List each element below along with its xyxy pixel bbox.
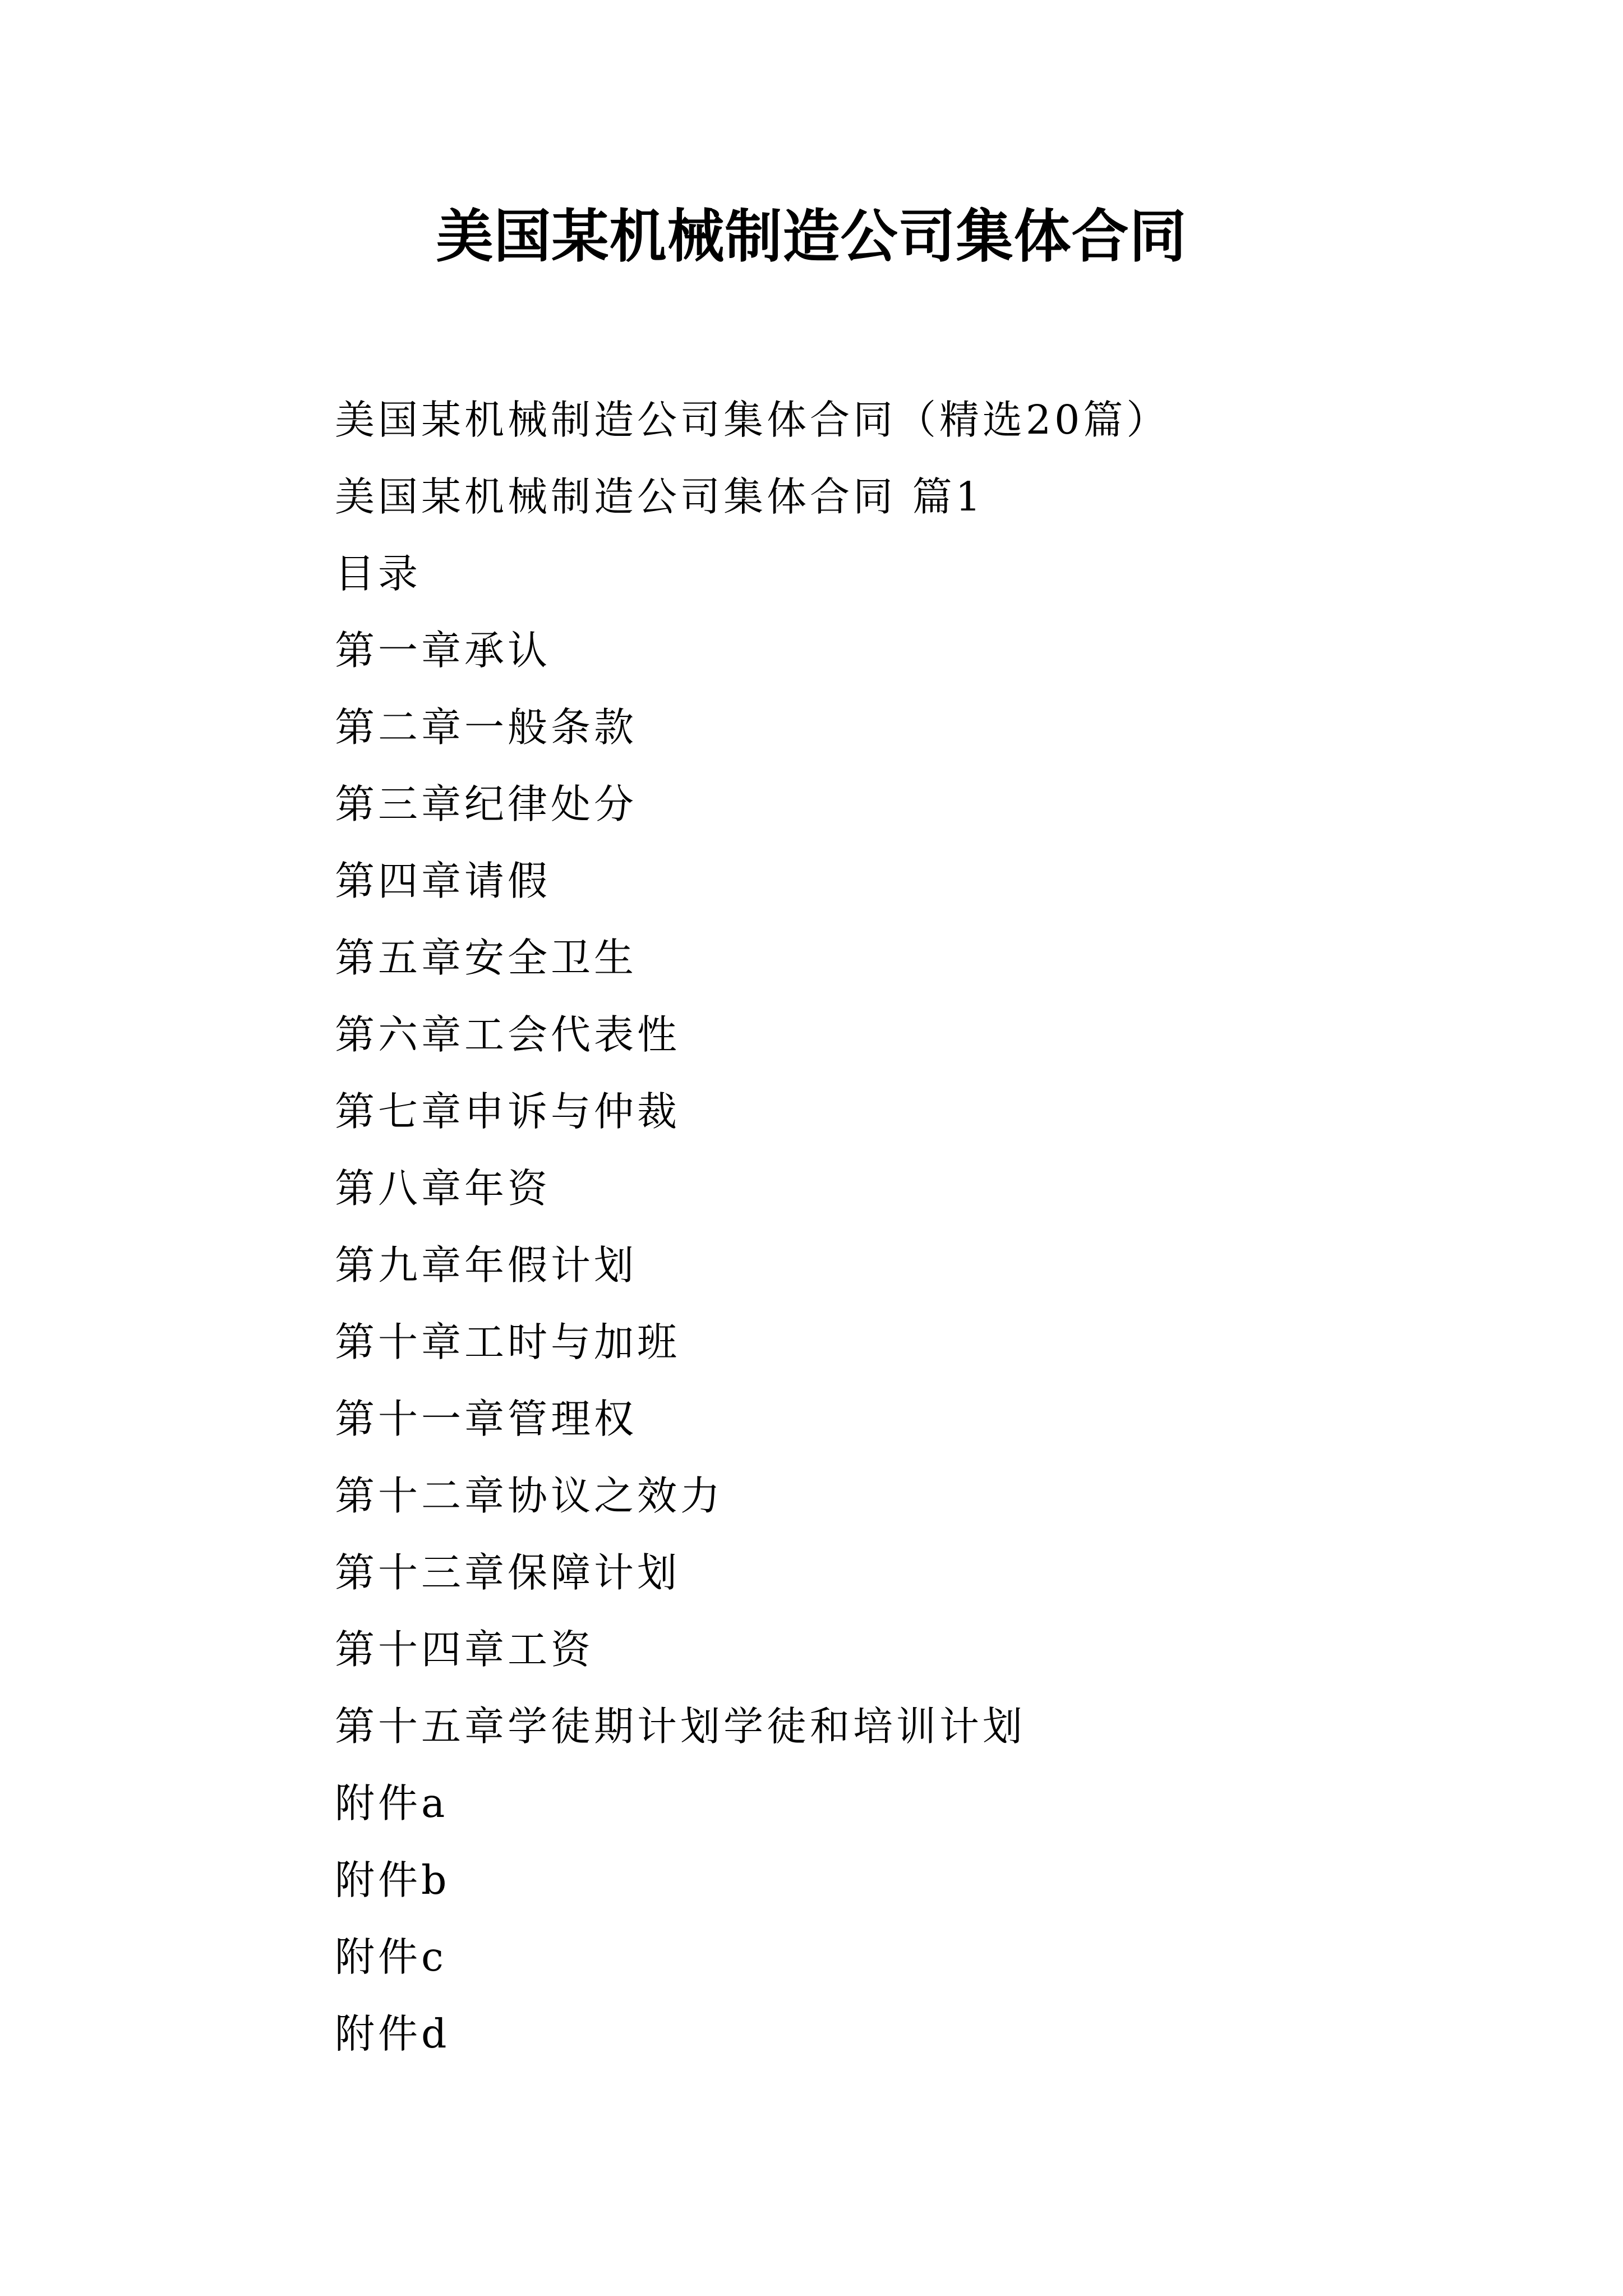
toc-item: 第三章纪律处分	[335, 781, 638, 827]
toc-item: 第十章工时与加班	[335, 1319, 681, 1365]
toc-item: 第十四章工资	[335, 1626, 594, 1673]
toc-item: 第六章工会代表性	[335, 1011, 681, 1058]
toc-item: 第四章请假	[335, 858, 551, 904]
toc-appendix: 附件d	[335, 2010, 450, 2057]
document-title: 美国某机械制造公司集体合同	[436, 203, 1187, 270]
toc-item: 第一章承认	[335, 627, 551, 674]
toc-item: 第二章一般条款	[335, 704, 638, 751]
toc-item: 第十三章保障计划	[335, 1549, 681, 1596]
toc-item: 第五章安全卫生	[335, 935, 638, 981]
subtitle-line: 美国某机械制造公司集体合同（精选20篇）	[335, 397, 1170, 443]
toc-appendix: 附件c	[335, 1934, 447, 1980]
toc-item: 第十五章学徒期计划学徒和培训计划	[335, 1703, 1026, 1750]
toc-item: 第九章年假计划	[335, 1242, 638, 1289]
contents-list	[335, 381, 1169, 2072]
toc-appendix: 附件b	[335, 1857, 450, 1903]
toc-item: 第十一章管理权	[335, 1396, 638, 1442]
toc-heading: 目录	[335, 550, 422, 597]
toc-appendix: 附件a	[335, 1780, 449, 1826]
section-heading: 美国某机械制造公司集体合同 篇1	[335, 473, 984, 520]
toc-item: 第十二章协议之效力	[335, 1473, 724, 1519]
toc-item: 第八章年资	[335, 1165, 551, 1212]
toc-item: 第七章申诉与仲裁	[335, 1088, 681, 1135]
